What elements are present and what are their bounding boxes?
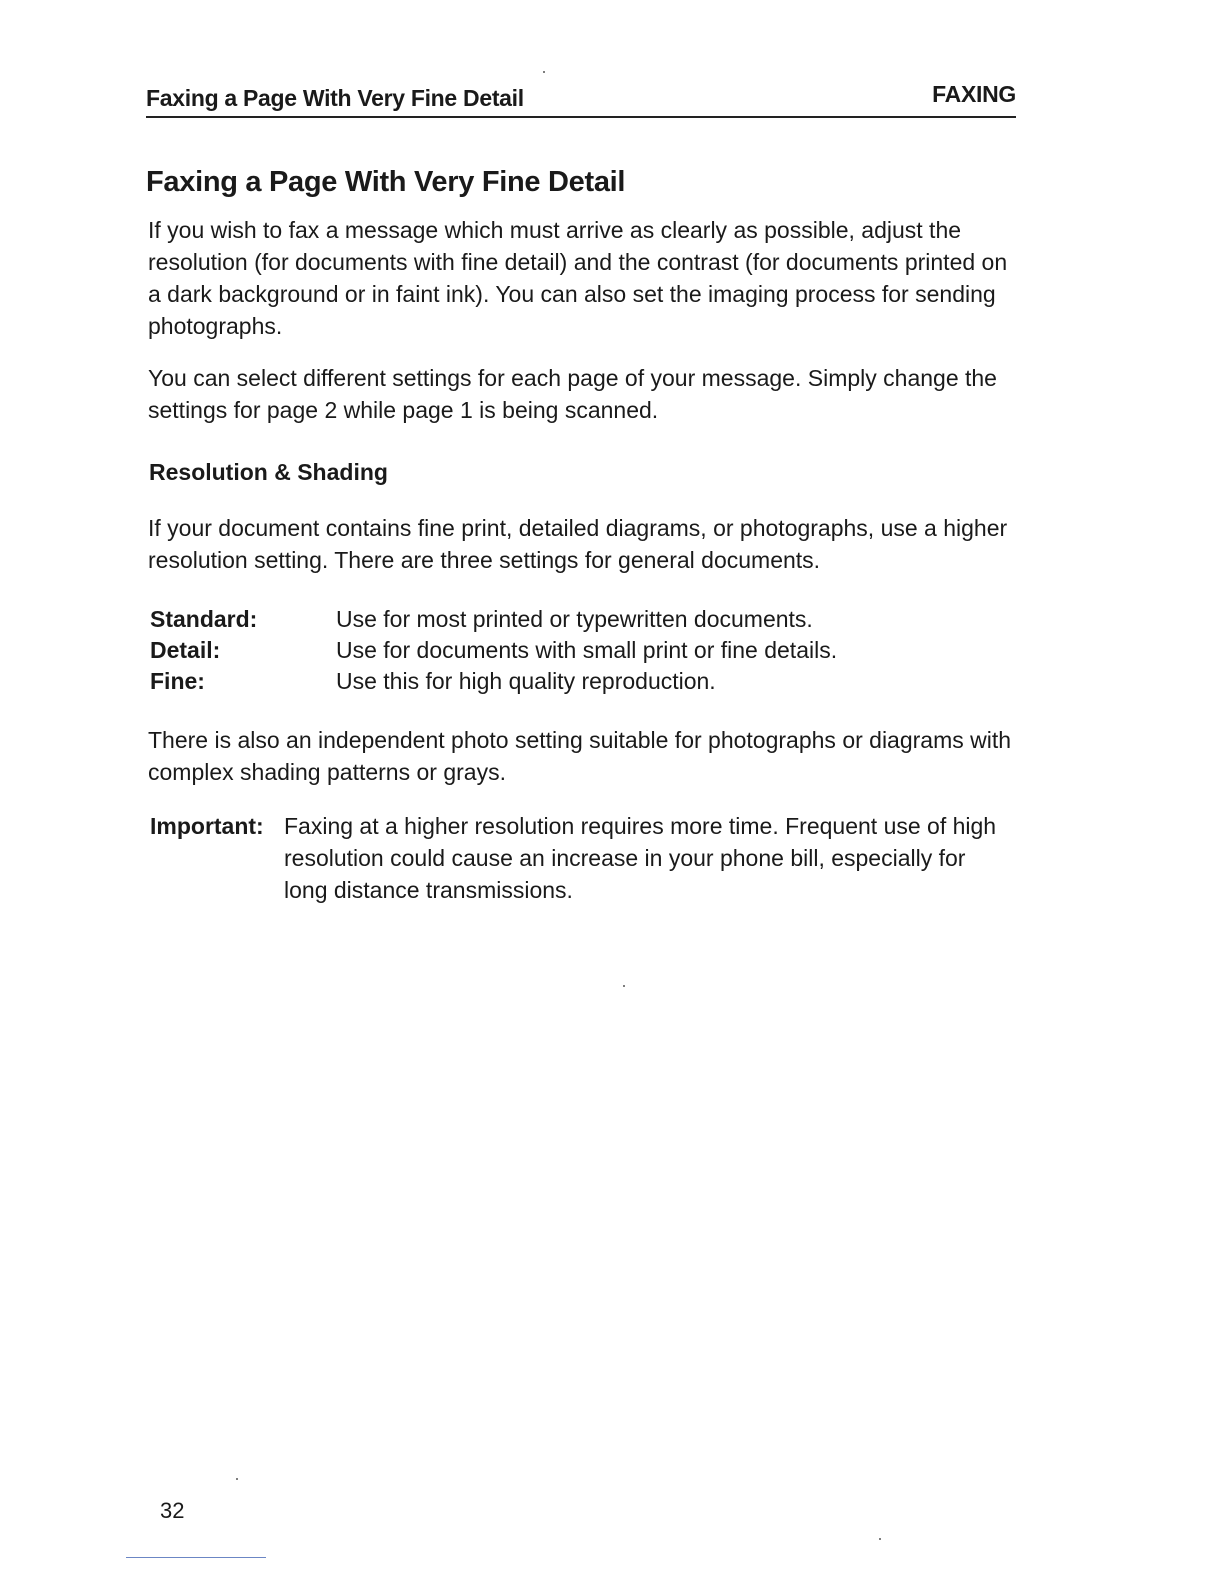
per-page-settings-paragraph: You can select different settings for each page of your message. Simply change the settings for page 2 while page 1 is being scanned. bbox=[148, 365, 997, 423]
resolution-intro-paragraph: If your document contains fine print, detailed diagrams, or photographs, use a higher resolution setting. There are three settings for general documents. bbox=[148, 515, 1008, 573]
setting-row-fine bbox=[150, 666, 1010, 697]
setting-term: Standard: bbox=[150, 606, 258, 632]
running-header-title: Faxing a Page With Very Fine Detail bbox=[146, 85, 524, 111]
setting-description: Use this for high quality reproduction. bbox=[336, 668, 716, 694]
intro-paragraph: If you wish to fax a message which must arrive as clearly as possible, adjust the resolution (for documents with fine detail) and the contrast (for documents printed on a dark background or in faint ink). You can also set the imaging process for sending photographs. bbox=[148, 217, 1008, 339]
section-title: Faxing a Page With Very Fine Detail bbox=[146, 166, 626, 198]
setting-description: Use for most printed or typewritten documents. bbox=[336, 606, 813, 632]
scan-speck bbox=[236, 1478, 238, 1480]
resolution-shading-heading: Resolution & Shading bbox=[149, 459, 388, 485]
setting-row-detail bbox=[150, 635, 1010, 666]
scan-artifact-line bbox=[126, 1557, 266, 1558]
important-label: Important: bbox=[150, 813, 264, 839]
setting-row-standard bbox=[150, 604, 1010, 635]
important-text: Faxing at a higher resolution requires more time. Frequent use of high resolution could cause an increase in your phone bill, especially for long distance transmissions. bbox=[284, 813, 997, 903]
running-header bbox=[146, 80, 1016, 118]
scan-speck bbox=[543, 71, 545, 73]
scan-speck bbox=[879, 1538, 881, 1540]
page-number: 32 bbox=[160, 1498, 185, 1523]
running-header-chapter: FAXING bbox=[932, 81, 1016, 107]
photo-setting-paragraph: There is also an independent photo setting suitable for photographs or diagrams with complex shading patterns or grays. bbox=[148, 727, 1012, 785]
setting-term: Fine: bbox=[150, 668, 205, 694]
important-note bbox=[150, 810, 1020, 906]
resolution-settings-list bbox=[150, 604, 1010, 697]
setting-term: Detail: bbox=[150, 637, 221, 663]
scan-speck bbox=[623, 985, 625, 987]
setting-description: Use for documents with small print or fine details. bbox=[336, 637, 838, 663]
